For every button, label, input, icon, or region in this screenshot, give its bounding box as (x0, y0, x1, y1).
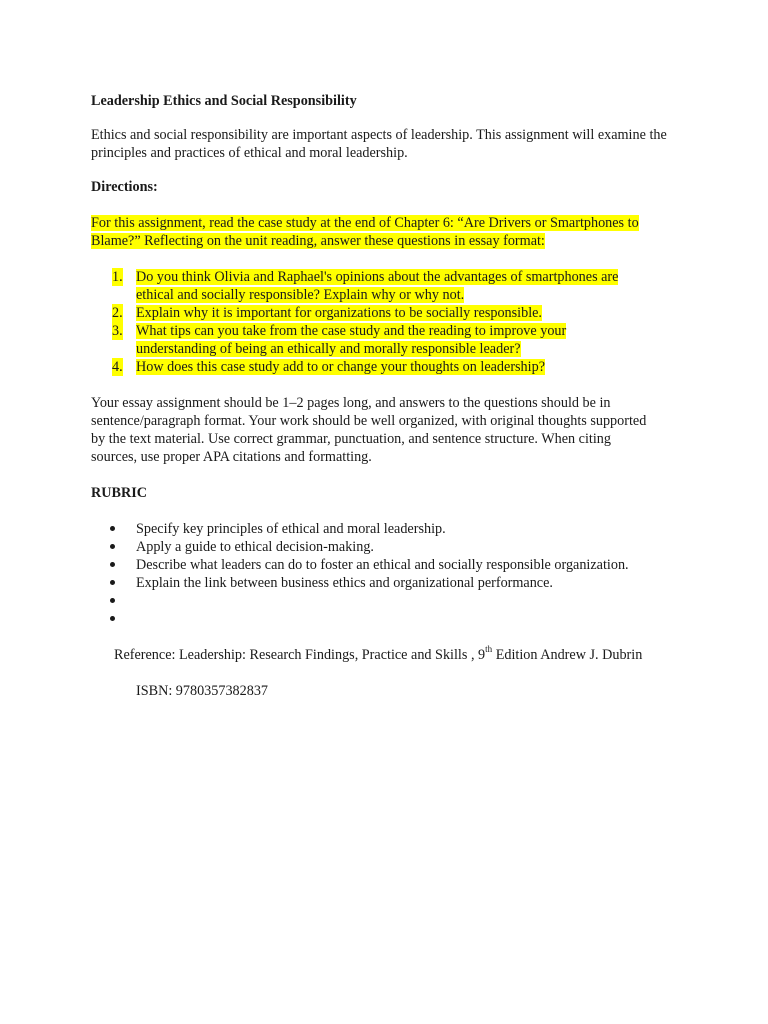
rubric-item-text: Describe what leaders can do to foster an ethical and socially responsible organization. (136, 557, 629, 573)
reference-suffix: Edition Andrew J. Dubrin (492, 647, 643, 663)
intro-paragraph: Ethics and social responsibility are important aspects of leadership. This assignment will examine the principles and practices of ethical and moral leadership. (91, 127, 667, 161)
document-title: Leadership Ethics and Social Responsibility (91, 93, 357, 109)
rubric-item (91, 574, 691, 592)
question-text: Explain why it is important for organizations to be socially responsible. (136, 305, 542, 321)
rubric-item (91, 538, 691, 556)
question-list (91, 268, 691, 376)
directions-heading: Directions: (91, 179, 158, 195)
essay-instructions: Your essay assignment should be 1–2 pages long, and answers to the questions should be in sentence/paragraph format. Your work should be well organized, with original thoughts supported by the text material. Use correct grammar, punctuation, and sentence structure. When citing sources, use proper APA citations and formatting. (91, 395, 647, 465)
question-item (91, 358, 656, 376)
assignment-paragraph (91, 214, 681, 250)
bullet-icon (110, 526, 115, 531)
rubric-heading: RUBRIC (91, 485, 147, 501)
question-text-cont: ethical and socially responsible? Explain why or why not. (136, 287, 465, 303)
rubric-item (91, 556, 691, 574)
question-item (91, 322, 656, 358)
question-number: 3. (112, 323, 123, 339)
reference-prefix: Reference: Leadership: Research Findings, Practice and Skills , 9 (114, 647, 486, 663)
question-text-cont: understanding of being an ethically and morally responsible leader? (136, 341, 521, 357)
question-number: 4. (112, 359, 123, 375)
rubric-list (91, 520, 691, 628)
assignment-line-1: For this assignment, read the case study at the end of Chapter 6: “Are Drivers or Smartphones to (91, 215, 639, 231)
reference-citation (114, 646, 654, 664)
question-item (91, 268, 656, 304)
question-text: What tips can you take from the case study and the reading to improve your (136, 323, 567, 339)
bullet-icon (110, 580, 115, 585)
rubric-item-text: Specify key principles of ethical and moral leadership. (136, 521, 446, 537)
reference-superscript: th (485, 644, 493, 655)
rubric-item (91, 592, 691, 610)
question-text: Do you think Olivia and Raphael's opinions about the advantages of smartphones are (136, 269, 619, 285)
isbn-line: ISBN: 9780357382837 (136, 683, 269, 699)
bullet-icon (110, 616, 115, 621)
assignment-line-2: Blame?” Reflecting on the unit reading, answer these questions in essay format: (91, 233, 545, 249)
question-number: 1. (112, 269, 123, 285)
rubric-item-text: Apply a guide to ethical decision-making. (136, 539, 374, 555)
rubric-item-text: Explain the link between business ethics and organizational performance. (136, 575, 553, 591)
rubric-item (91, 520, 691, 538)
bullet-icon (110, 562, 115, 567)
bullet-icon (110, 544, 115, 549)
document-page (91, 92, 691, 700)
rubric-item (91, 610, 691, 628)
question-number: 2. (112, 305, 123, 321)
bullet-icon (110, 598, 115, 603)
question-item (91, 304, 656, 322)
question-text: How does this case study add to or change your thoughts on leadership? (136, 359, 545, 375)
